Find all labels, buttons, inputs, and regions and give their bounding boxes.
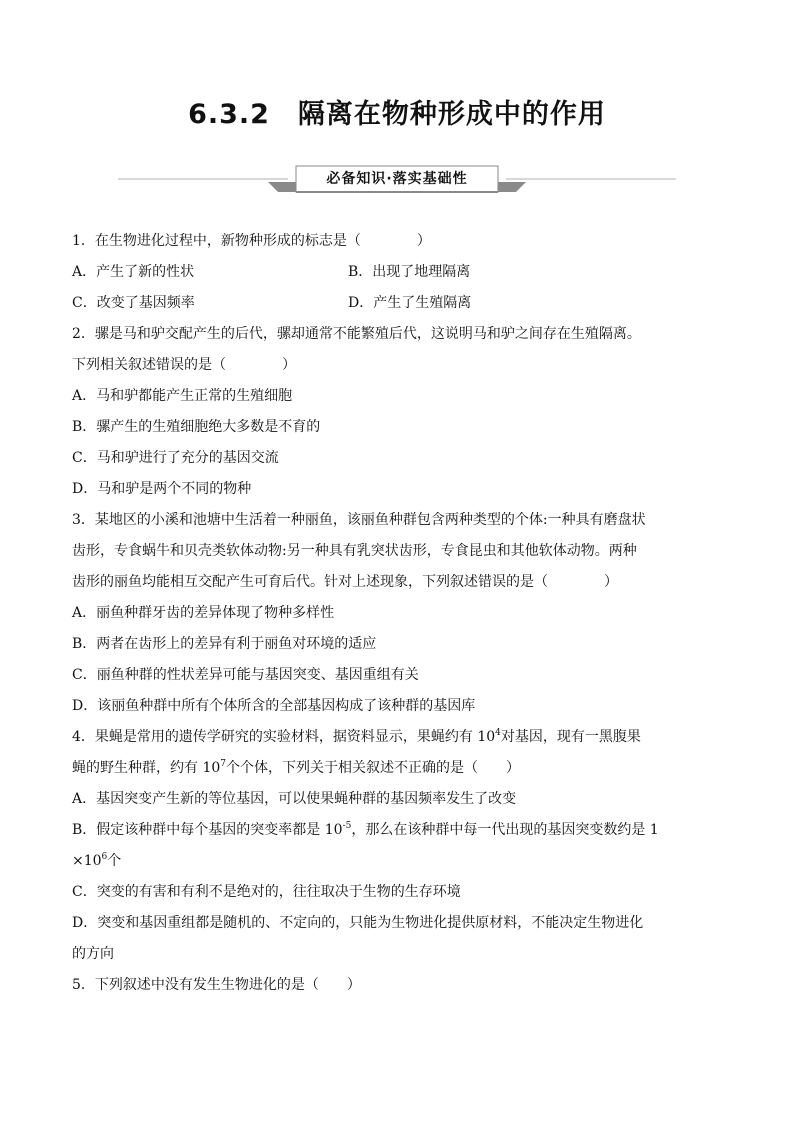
- q2-option-c: C．马和驴进行了充分的基因交流: [72, 450, 279, 466]
- q4-b1-text-b: ，那么在该种群中每一代出现的基因突变数约是 1: [351, 822, 659, 838]
- question-5-stem: 5．下列叙述中没有发生生物进化的是（ ）: [72, 977, 361, 993]
- q2-option-a: A．马和驴都能产生正常的生殖细胞: [72, 388, 293, 404]
- q4-b2-text-b: 个: [107, 853, 122, 869]
- q4-b1-text-a: B．假定该种群中每个基因的突变率都是 10: [72, 822, 343, 838]
- q1-option-c: C．改变了基因频率: [72, 295, 195, 311]
- q4-b1-exponent: -5: [342, 821, 352, 831]
- q1-option-b: B．出现了地理隔离: [348, 264, 471, 280]
- question-list: [72, 226, 728, 1001]
- q3-option-d: D．该丽鱼种群中所有个体所含的全部基因构成了该种群的基因库: [72, 698, 476, 714]
- q1-option-a: A．产生了新的性状: [72, 264, 195, 280]
- q4-option-c: C．突变的有害和有利不是绝对的，往往取决于生物的生存环境: [72, 884, 461, 900]
- question-4-stem-line-2: [72, 753, 728, 784]
- question-2-stem-line-1: 2．骡是马和驴交配产生的后代，骡却通常不能繁殖后代，这说明马和驴之间存在生殖隔离。: [72, 326, 641, 342]
- q3-option-a: A．丽鱼种群牙齿的差异体现了物种多样性: [72, 605, 335, 621]
- q4-option-b-line-2: [72, 846, 728, 877]
- q4-option-d-line-2: 的方向: [72, 946, 114, 962]
- q1-option-d: D．产生了生殖隔离: [348, 295, 472, 311]
- q4-stem2-text-b: 个个体，下列关于相关叙述不正确的是（ ）: [226, 760, 520, 776]
- q2-option-d: D．马和驴是两个不同的物种: [72, 481, 252, 497]
- question-1-options-row-1: [72, 257, 728, 288]
- question-3-stem-line-1: 3．某地区的小溪和池塘中生活着一种丽鱼，该丽鱼种群包含两种类型的个体:一种具有磨盘状: [72, 512, 646, 528]
- q4-option-d-line-1: D．突变和基因重组都是随机的、不定向的，只能为生物进化提供原材料，不能决定生物进化: [72, 915, 644, 931]
- question-1-stem: 1．在生物进化过程中，新物种形成的标志是（ ）: [72, 233, 431, 249]
- banner-label: 必备知识·落实基础性: [326, 171, 468, 187]
- q3-option-b: B．两者在齿形上的差异有利于丽鱼对环境的适应: [72, 636, 377, 652]
- section-banner: [118, 162, 676, 196]
- q4-stem2-exponent: 7: [220, 759, 226, 769]
- q4-stem1-text-a: 4．果蝇是常用的遗传学研究的实验材料，据资料显示，果蝇约有 10: [72, 729, 496, 745]
- question-1-options-row-2: [72, 288, 728, 319]
- question-3-stem-line-3: 齿形的丽鱼均能相互交配产生可育后代。针对上述现象，下列叙述错误的是（ ）: [72, 574, 618, 590]
- q4-b2-exponent: 6: [101, 852, 108, 862]
- page-title: 6.3.2 隔离在物种形成中的作用: [188, 99, 606, 130]
- question-4-stem-line-1: [72, 722, 728, 753]
- q4-stem1-exponent: 4: [495, 728, 501, 738]
- q4-stem1-text-b: 对基因，现有一黑腹果: [500, 729, 641, 745]
- q3-option-c: C．丽鱼种群的性状差异可能与基因突变、基因重组有关: [72, 667, 419, 683]
- question-2-stem-line-2: 下列相关叙述错误的是（ ）: [72, 357, 296, 373]
- q4-stem2-text-a: 蝇的野生种群，约有 10: [72, 760, 221, 776]
- q2-option-b: B．骡产生的生殖细胞绝大多数是不育的: [72, 419, 321, 435]
- q4-option-b-line-1: [72, 815, 728, 846]
- q4-option-a: A．基因突变产生新的等位基因，可以使果蝇种群的基因频率发生了改变: [72, 791, 517, 807]
- question-3-stem-line-2: 齿形，专食蜗牛和贝壳类软体动物:另一种具有乳突状齿形，专食昆虫和其他软体动物。两种: [72, 543, 637, 559]
- q4-b2-text-a: ×10: [72, 853, 102, 869]
